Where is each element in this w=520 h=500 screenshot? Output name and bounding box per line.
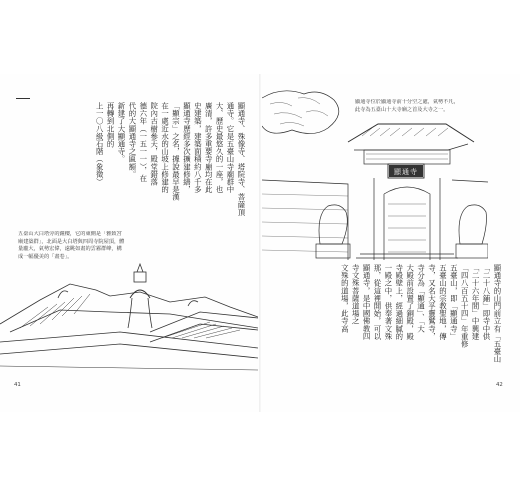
left-page-text-column: 在一處近水的山坡上修建的 xyxy=(160,102,170,194)
left-page-number: 41 xyxy=(14,382,21,388)
right-page-text-column: 五臺山，即「顯通寺」 xyxy=(449,264,459,340)
right-page-text-column: 文殊的道場，此寺高 xyxy=(340,264,350,333)
section-rule xyxy=(16,98,30,99)
left-page-text-column: 大、歷史最悠久的一座，也 xyxy=(215,102,225,194)
right-page-number: 42 xyxy=(496,382,503,388)
left-page-text-column: 顯通寺、殊像寺、塔院寺、菩薩頂 xyxy=(236,102,246,216)
right-page-text-column: 寺分為「顯通」、「大 xyxy=(416,264,426,333)
right-page-text-column: 寺文殊菩薩道場之 xyxy=(351,264,361,325)
left-page-text-column: 院內古樹參天，殿堂錯落 xyxy=(149,102,159,186)
left-page-text-column: 「顯宗」之名，據說最早是漢 xyxy=(171,102,181,201)
right-page-text-column: 大殿前設置了銅殿，殿 xyxy=(405,264,415,340)
right-page-text-column: 「二十六年間」中興建 xyxy=(471,264,481,340)
left-photo-caption: 五臺山大白塔旁的鐘樓，它的東側是「雅致宮廟建築群」，北面是大白塔與四周寺院屋頂，體量龐大，氣勢宏偉，遠眺如畫的雲霧群峰，構成一幅優美的「畫卷」。 xyxy=(18,231,125,260)
right-page-text-column: 顯通寺，是中國佛教四 xyxy=(362,264,372,340)
right-page-text-column: 顯通寺的山門前立有「五臺山 xyxy=(492,264,502,363)
book-gutter xyxy=(259,74,261,412)
left-page-text-column: 史建築，建築面積約八千多 xyxy=(193,102,203,194)
left-page-text-column: 顯通寺歷經多次擴建修繕， xyxy=(182,102,192,194)
right-page-text-column: 寺殿壁上，經過細膩的 xyxy=(394,264,404,340)
left-page-text-column: 上一〇八級石階（象徵） xyxy=(95,102,105,186)
gate-plaque: 顯通寺 xyxy=(394,168,418,176)
left-page-text-column: 再轉到北側的 xyxy=(106,102,116,148)
rooftop-illustration xyxy=(0,262,258,372)
right-page-text-column: 寺，又名大孚靈鷲寺， xyxy=(427,264,437,340)
right-page-text-column: 「二十八鋪」即寺中供 xyxy=(481,264,491,340)
right-page-text-column: 一殿之中，供奉著文殊 xyxy=(383,264,393,340)
left-page-text-column: 新建了大顯通寺。 xyxy=(116,102,126,163)
right-photo-caption: 顯通寺位於顯通寺前十分空之處，氣勢不凡，此寺為五臺山十大寺廟之首及大寺之一。 xyxy=(355,99,459,113)
right-page-text-column: 五臺山的宗教聖地，傳 xyxy=(438,264,448,340)
right-page-text-column: 「四八百五十四」年重修 xyxy=(460,264,470,348)
right-page-text-column: 那，從這裡開始，可以 xyxy=(372,264,382,340)
left-page-text-column: 代的大顯通寺之匾額。 xyxy=(127,102,137,178)
left-page-text-column: 通寺。它是五臺山寺廟群中 xyxy=(225,102,235,194)
left-page-text-column: 廣清，許多重要寺廟均在此 xyxy=(204,102,214,194)
left-page-text-column: 德六年（一五一一），在 xyxy=(138,102,148,182)
